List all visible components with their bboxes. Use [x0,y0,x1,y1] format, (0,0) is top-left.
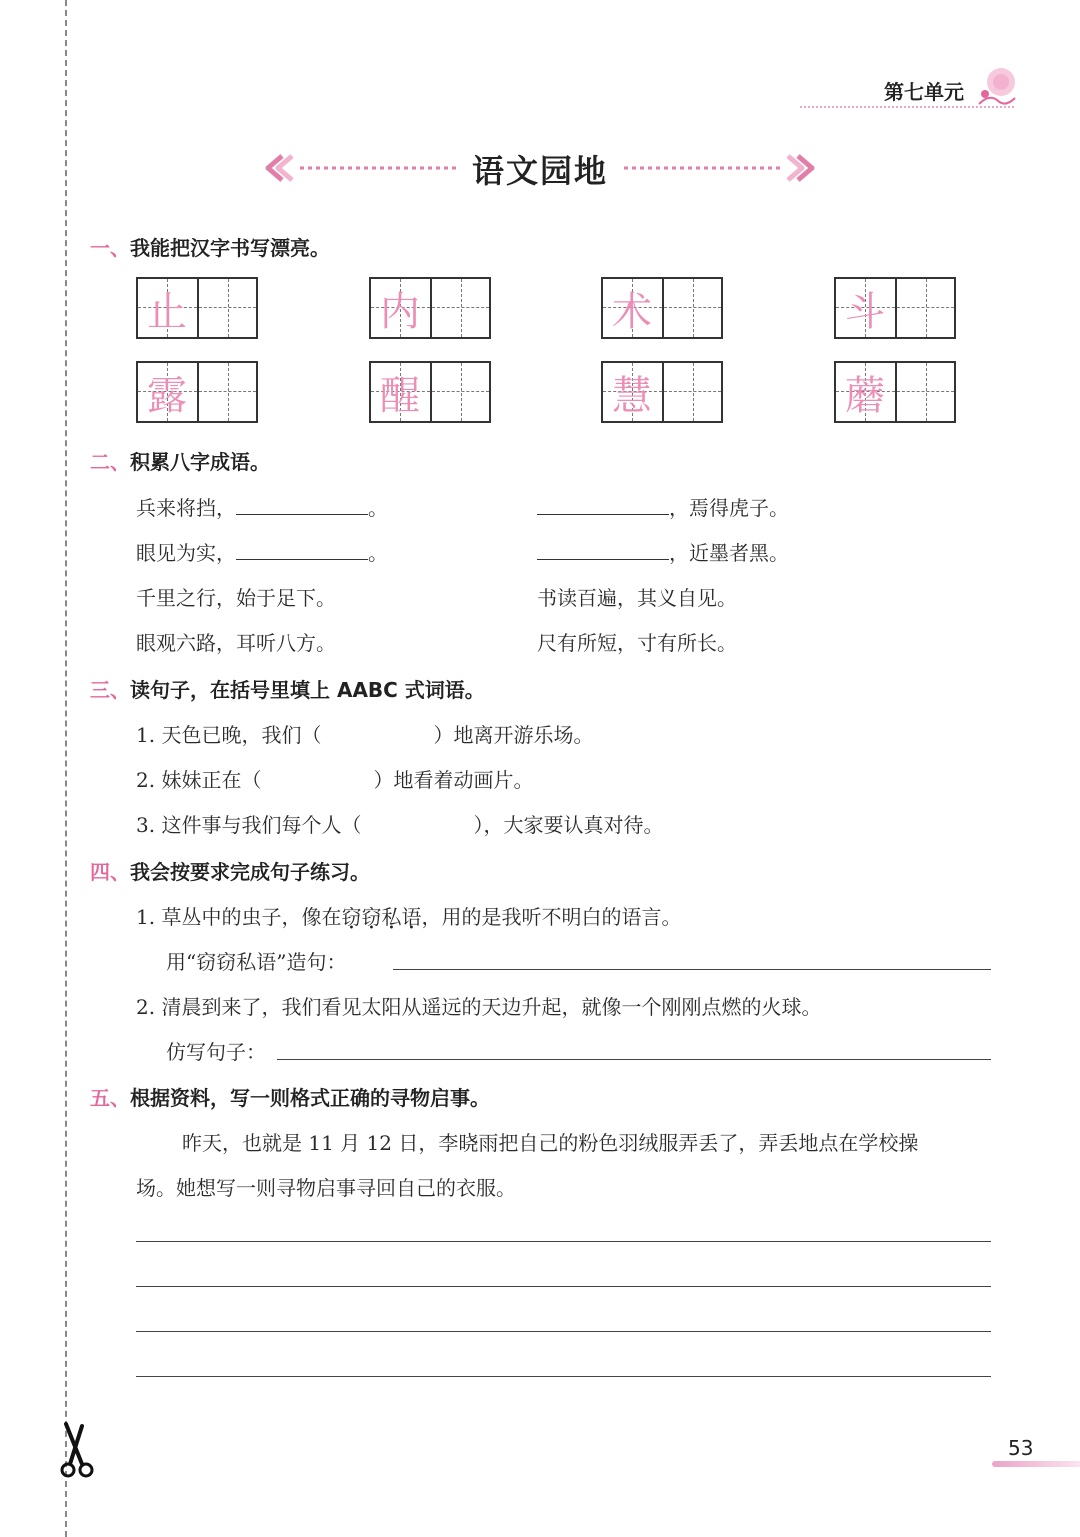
emphasized-char: 语 [401,905,422,929]
section-4-title: 我会按要求完成句子练习。 [130,860,370,884]
section-1-heading [90,232,330,261]
writing-line[interactable] [136,1286,991,1287]
fill-sentence [136,764,533,793]
section-3-heading [90,674,485,703]
trace-char: 内 [380,288,420,335]
writing-grid[interactable] [834,277,956,339]
material-paragraph-line: 昨天，也就是 11 月 12 日，李晓雨把自己的粉色羽绒服弄丢了，弄丢地点在学校操 [182,1131,919,1155]
writing-grid[interactable] [136,277,258,339]
emphasized-char: 私 [381,905,402,929]
writing-line[interactable] [136,1376,991,1377]
sentence-text: ）地看着动画片。 [373,768,534,792]
unit-label: 第七单元 [884,80,964,104]
trace-char: 蘑 [845,372,885,419]
writing-grid[interactable] [601,361,723,423]
writing-grid[interactable] [369,361,491,423]
sentence-text: 3. 这件事与我们每个人（ [136,813,362,837]
idiom-text: 千里之行，始于足下。 [136,586,336,610]
cut-line [65,0,67,1537]
fill-sentence [136,809,663,838]
sentence-text: 1. 天色已晚，我们（ [136,723,322,747]
section-1-number: 一、 [90,236,130,260]
section-5-number: 五、 [90,1086,130,1110]
q2-prompt: 仿写句子： [166,1040,266,1064]
section-3-number: 三、 [90,678,130,702]
writing-grid[interactable] [601,277,723,339]
section-2-title: 积累八字成语。 [130,450,270,474]
question-2: 2. 清晨到来了，我们看见太阳从遥远的天边升起，就像一个刚刚点燃的火球。 [136,995,822,1019]
idiom-text: ，近墨者黑。 [669,541,789,565]
writing-grid[interactable] [136,361,258,423]
trace-char: 斗 [845,288,885,335]
section-4-heading [90,856,370,885]
section-5-title: 根据资料，写一则格式正确的寻物启事。 [130,1086,490,1110]
answer-blank[interactable] [537,495,669,515]
flower-decoration-icon [975,64,1019,112]
section-2-heading [90,446,270,475]
idiom-row [537,537,789,566]
idiom-row [136,492,388,521]
sentence-text: 1. 草丛中的虫子，像在 [136,905,342,929]
writing-line[interactable] [136,1331,991,1332]
section-5-heading [90,1082,490,1111]
question-1 [136,901,681,930]
title-banner [262,144,818,192]
sentence-text: ，用的是我听不明白的语言。 [421,905,682,929]
section-4-number: 四、 [90,860,130,884]
trace-char: 止 [147,288,187,335]
material-paragraph-line: 场。她想写一则寻物启事寻回自己的衣服。 [136,1176,516,1200]
page-number: 53 [1008,1436,1034,1460]
idiom-text: ，焉得虎子。 [669,496,789,520]
idiom-text: 兵来将挡， [136,496,236,520]
writing-grid[interactable] [369,277,491,339]
idiom-text: 尺有所短，寸有所长。 [537,631,737,655]
idiom-text: 眼见为实， [136,541,236,565]
section-1-title: 我能把汉字书写漂亮。 [130,236,330,260]
unit-underline [800,106,1014,108]
trace-char: 露 [147,372,187,419]
trace-char: 术 [612,288,652,335]
idiom-text: 眼观六路，耳听八方。 [136,631,336,655]
section-3-title: 读句子，在括号里填上 AABC 式词语。 [130,678,485,702]
idiom-row [136,537,388,566]
emphasized-char: 窃 [361,905,382,929]
trace-char: 醒 [380,372,420,419]
page-title: 语文园地 [471,152,608,190]
answer-blank[interactable] [537,540,669,560]
answer-line[interactable] [393,969,991,970]
idiom-text: 书读百遍，其义自见。 [537,586,737,610]
answer-blank[interactable] [236,495,368,515]
page-number-bar [992,1461,1080,1467]
answer-blank[interactable] [236,540,368,560]
idiom-text: 。 [368,541,388,565]
sentence-text: 2. 妹妹正在（ [136,768,262,792]
trace-char: 慧 [612,372,652,419]
q1-prompt: 用“窃窃私语”造句： [166,950,347,974]
emphasized-char: 窃 [341,905,362,929]
sentence-text: ），大家要认真对待。 [473,813,664,837]
writing-grid[interactable] [834,361,956,423]
idiom-row [537,492,789,521]
writing-line[interactable] [136,1241,991,1242]
scissors-icon [52,1420,104,1482]
idiom-text: 。 [368,496,388,520]
sentence-text: ）地离开游乐场。 [433,723,594,747]
section-2-number: 二、 [90,450,130,474]
answer-line[interactable] [277,1059,991,1060]
fill-sentence [136,719,593,748]
